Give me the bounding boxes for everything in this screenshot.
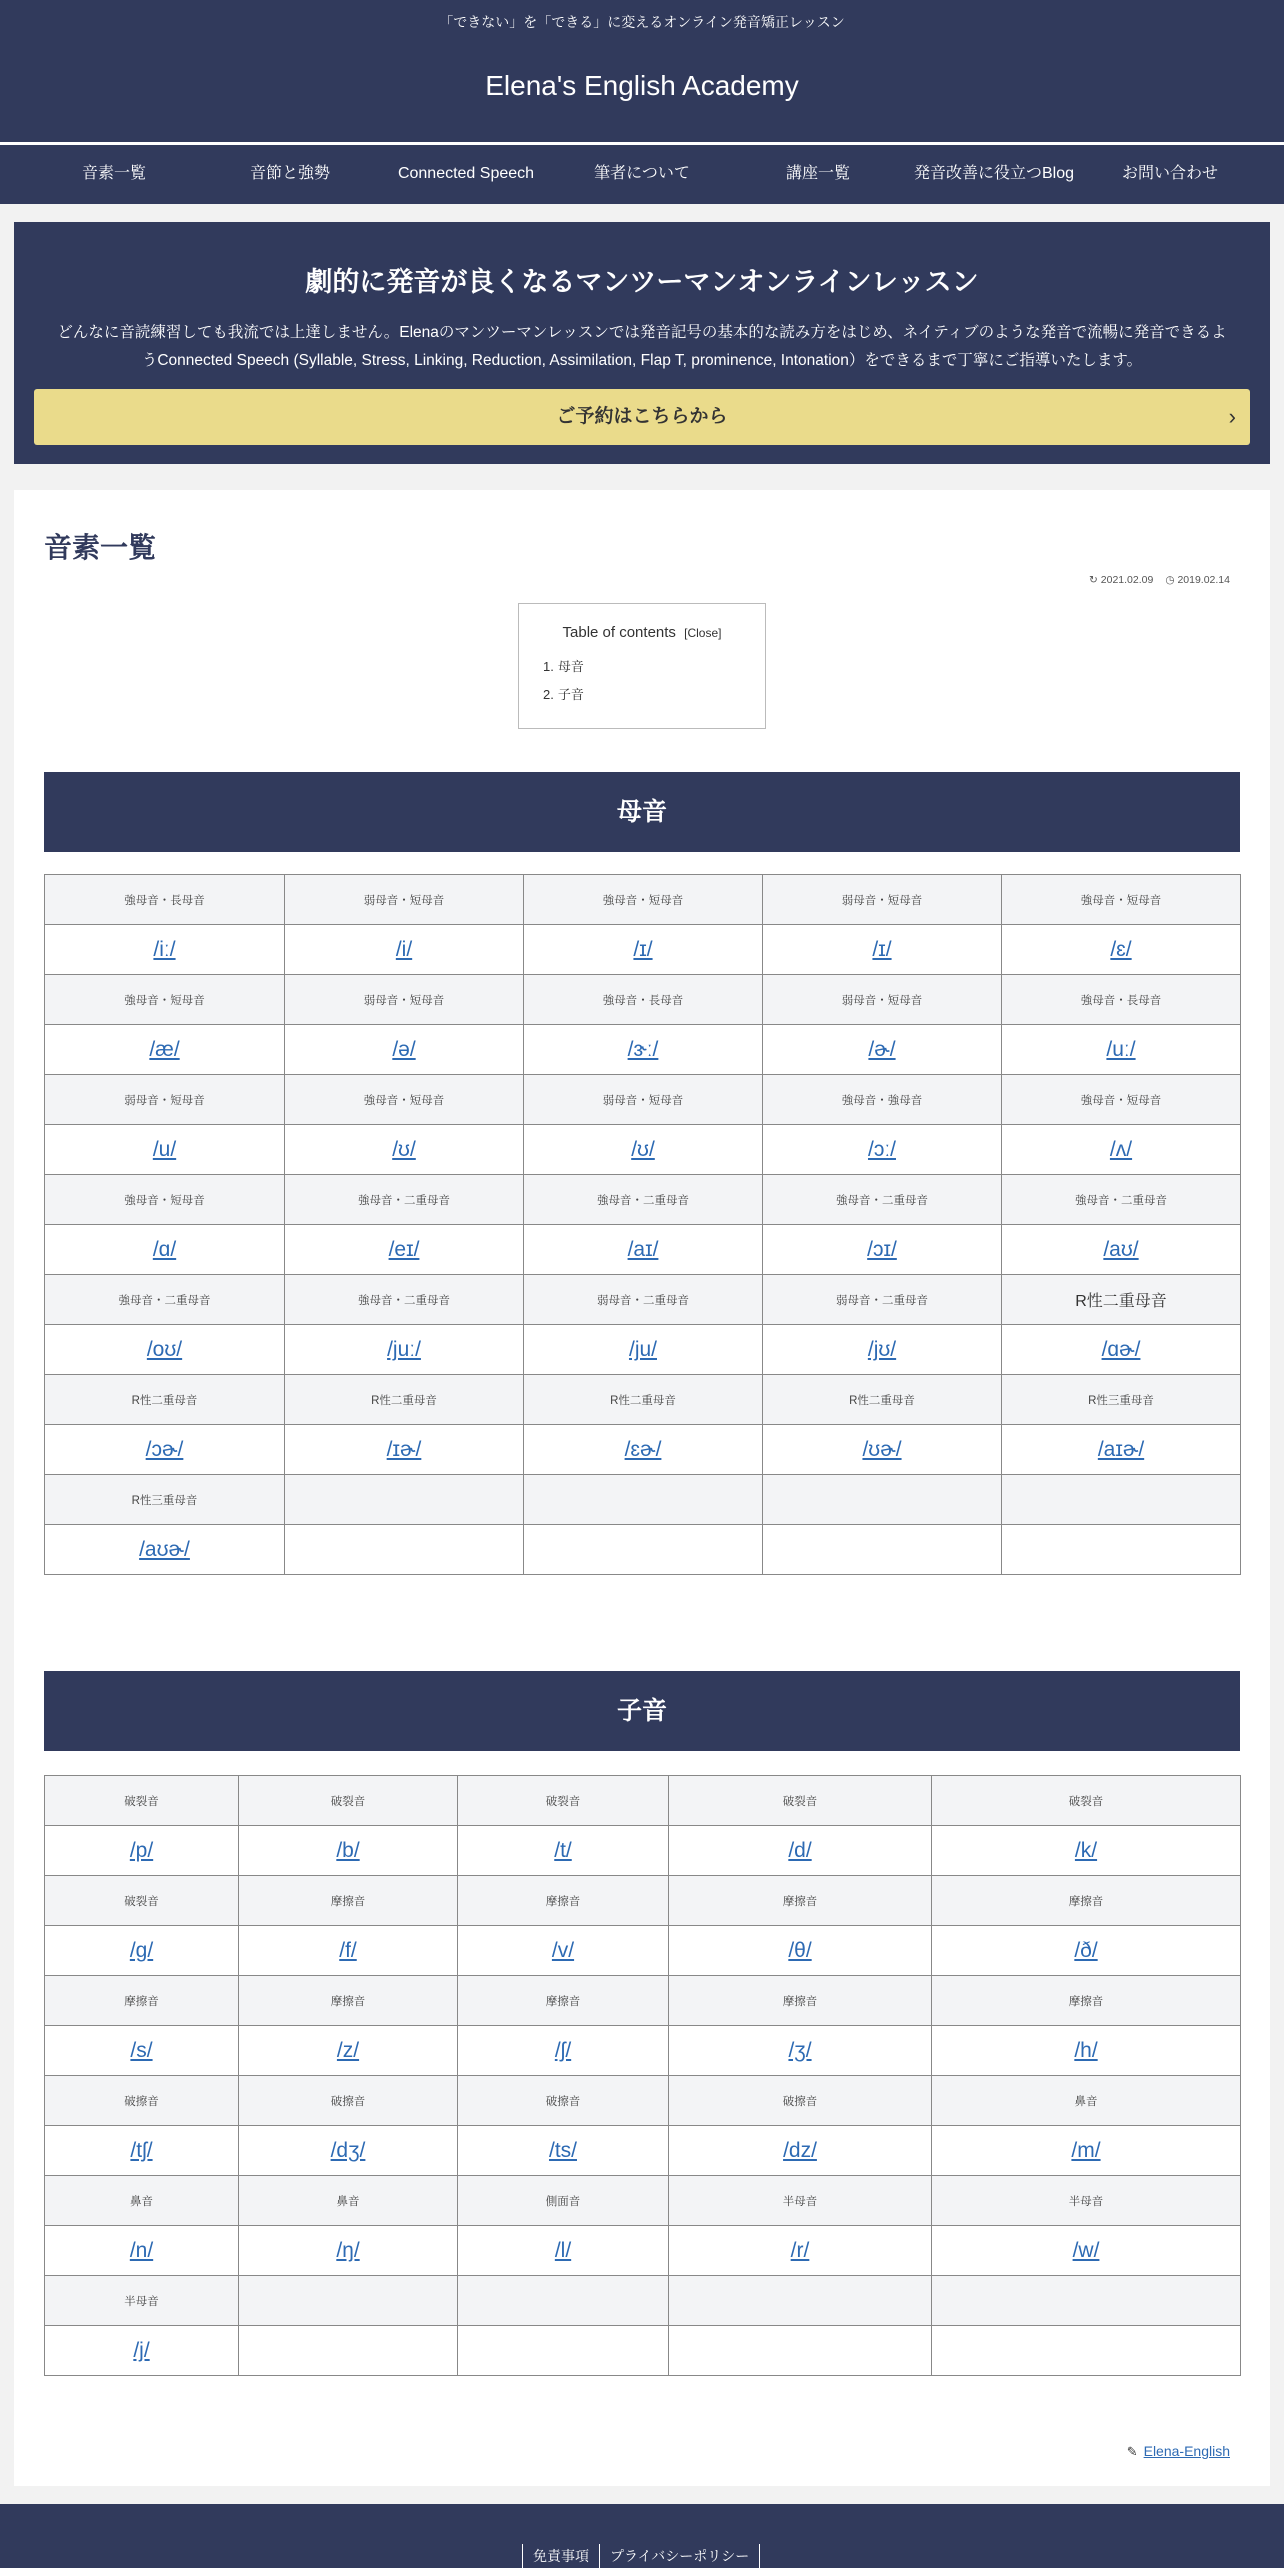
phoneme-link[interactable]: /v/ xyxy=(551,1938,575,1962)
phoneme-link[interactable]: /j/ xyxy=(133,2338,150,2362)
phoneme-link[interactable]: /oʊ/ xyxy=(146,1337,183,1361)
phoneme-link[interactable]: /ʃ/ xyxy=(554,2038,572,2062)
phoneme-link[interactable]: /f/ xyxy=(339,1938,357,1962)
phoneme-type-label: 強母音・長母音 xyxy=(524,975,763,1025)
page-title: 音素一覧 xyxy=(44,532,157,563)
phoneme-link[interactable]: /ɝː/ xyxy=(627,1037,659,1061)
site-header xyxy=(0,0,1284,142)
phoneme-type-label xyxy=(239,2276,458,2326)
phoneme-cell xyxy=(669,1926,932,1976)
phoneme-type-label: 摩擦音 xyxy=(932,1976,1241,2026)
phoneme-label-row xyxy=(45,2276,1241,2326)
phoneme-link[interactable]: /aɪɚ/ xyxy=(1097,1437,1145,1461)
reservation-button-label: ご予約はこちらから xyxy=(556,406,728,427)
phoneme-type-label: 弱母音・短母音 xyxy=(524,1075,763,1125)
phoneme-symbol-row xyxy=(45,1225,1241,1275)
toc-link-consonants[interactable]: 子音 xyxy=(557,687,584,702)
phoneme-label-row xyxy=(45,975,1241,1025)
phoneme-type-label: 摩擦音 xyxy=(669,1876,932,1926)
phoneme-type-label: 弱母音・短母音 xyxy=(285,975,524,1025)
phoneme-cell xyxy=(239,2126,458,2176)
phoneme-cell xyxy=(458,2126,669,2176)
phoneme-type-label: 破裂音 xyxy=(45,1776,239,1826)
phoneme-link[interactable]: /aʊɚ/ xyxy=(139,1537,190,1561)
phoneme-type-label: 強母音・二重母音 xyxy=(524,1175,763,1225)
phoneme-link[interactable]: /ɛɚ/ xyxy=(624,1437,662,1461)
phoneme-type-label: 強母音・長母音 xyxy=(1002,975,1241,1025)
phoneme-link[interactable]: /t/ xyxy=(554,1838,572,1862)
phoneme-cell xyxy=(524,1325,763,1375)
phoneme-cell xyxy=(1002,1325,1241,1375)
phoneme-link[interactable]: /dʒ/ xyxy=(330,2138,366,2162)
phoneme-cell xyxy=(669,2326,932,2376)
phoneme-link[interactable]: /ɚ/ xyxy=(868,1037,896,1061)
phoneme-cell xyxy=(932,1826,1241,1876)
phoneme-cell xyxy=(45,1425,285,1475)
phoneme-link[interactable]: /ə/ xyxy=(392,1037,416,1061)
phoneme-cell xyxy=(524,1225,763,1275)
phoneme-cell xyxy=(458,1926,669,1976)
phoneme-type-label: 強母音・長母音 xyxy=(45,875,285,925)
phoneme-type-label: 摩擦音 xyxy=(458,1876,669,1926)
phoneme-label-row xyxy=(45,1175,1241,1225)
phoneme-cell xyxy=(763,1025,1002,1075)
main-content xyxy=(14,490,1270,2486)
nav-item-blog[interactable]: 発音改善に役立つBlog xyxy=(913,165,1075,182)
phoneme-type-label: R性三重母音 xyxy=(1002,1375,1241,1425)
phoneme-link[interactable]: /u/ xyxy=(152,1137,177,1161)
phoneme-cell xyxy=(239,2326,458,2376)
phoneme-cell xyxy=(45,1225,285,1275)
phoneme-link[interactable]: /ɛ/ xyxy=(1110,937,1132,961)
footer-link-disclaimer[interactable]: 免責事項 xyxy=(522,2544,599,2568)
phoneme-type-label: 側面音 xyxy=(458,2176,669,2226)
phoneme-type-label: 破裂音 xyxy=(669,1776,932,1826)
phoneme-cell xyxy=(763,1425,1002,1475)
phoneme-type-label xyxy=(1002,1475,1241,1525)
phoneme-cell xyxy=(45,2226,239,2276)
toc-list xyxy=(543,653,765,709)
phoneme-link[interactable]: /ɑ/ xyxy=(152,1237,177,1261)
phoneme-type-label xyxy=(763,1475,1002,1525)
phoneme-link[interactable]: /ʒ/ xyxy=(788,2038,812,2062)
phoneme-symbol-row xyxy=(45,1826,1241,1876)
phoneme-type-label xyxy=(458,2276,669,2326)
phoneme-cell xyxy=(285,1425,524,1475)
phoneme-type-label: 破擦音 xyxy=(669,2076,932,2126)
phoneme-type-label: 強母音・二重母音 xyxy=(45,1275,285,1325)
phoneme-cell xyxy=(763,1225,1002,1275)
phoneme-link[interactable]: /eɪ/ xyxy=(388,1237,420,1261)
phoneme-type-label: 弱母音・短母音 xyxy=(763,875,1002,925)
phoneme-type-label xyxy=(524,1475,763,1525)
phoneme-type-label: 破擦音 xyxy=(458,2076,669,2126)
phoneme-link[interactable]: /n/ xyxy=(129,2238,154,2262)
phoneme-type-label: 弱母音・二重母音 xyxy=(524,1275,763,1325)
phoneme-link[interactable]: /l/ xyxy=(554,2238,572,2262)
phoneme-cell xyxy=(458,2026,669,2076)
footer-link-privacy-policy[interactable]: プライバシーポリシー xyxy=(599,2544,760,2568)
phoneme-link[interactable]: /k/ xyxy=(1074,1838,1098,1862)
clock-icon: ◷ xyxy=(1165,574,1175,586)
phoneme-cell xyxy=(45,1826,239,1876)
phoneme-link[interactable]: /dz/ xyxy=(783,2138,817,2162)
phoneme-cell xyxy=(524,1125,763,1175)
phoneme-link[interactable]: /aʊ/ xyxy=(1103,1237,1139,1261)
phoneme-link[interactable]: /b/ xyxy=(336,1838,360,1862)
banner-text-line: どんなに音読練習しても我流では上達しません。Elenaのマンツーマンレッスンでは発音記号の基本的な読み方をはじめ、ネイティブのような発音で流暢に発音できるよ xyxy=(57,324,1227,341)
phoneme-cell xyxy=(239,1926,458,1976)
phoneme-type-label: R性二重母音 xyxy=(524,1375,763,1425)
phoneme-cell xyxy=(669,2026,932,2076)
published-date: ◷ 2019.02.14 xyxy=(1165,574,1230,586)
phoneme-link[interactable]: /p/ xyxy=(129,1838,154,1862)
phoneme-symbol-row xyxy=(45,2326,1241,2376)
vowels-heading: 母音 xyxy=(44,772,1240,852)
banner-text-line: うConnected Speech (Syllable, Stress, Linking, Reduction, Assimilation, Flap T, prominence, Intonation）をできるまで丁寧にご指導いたします。 xyxy=(141,352,1143,369)
phoneme-cell xyxy=(524,925,763,975)
phoneme-cell xyxy=(1002,1025,1241,1075)
phoneme-cell xyxy=(45,2026,239,2076)
phoneme-label-row xyxy=(45,875,1241,925)
phoneme-cell xyxy=(458,2226,669,2276)
phoneme-symbol-row xyxy=(45,2126,1241,2176)
phoneme-type-label: 鼻音 xyxy=(45,2176,239,2226)
phoneme-cell xyxy=(932,2326,1241,2376)
phoneme-type-label: R性二重母音 xyxy=(1002,1275,1241,1325)
phoneme-type-label xyxy=(669,2276,932,2326)
main-nav xyxy=(0,145,1284,204)
phoneme-type-label: 摩擦音 xyxy=(932,1876,1241,1926)
phoneme-label-row xyxy=(45,1075,1241,1125)
phoneme-link[interactable]: /h/ xyxy=(1074,2038,1098,2062)
lesson-banner xyxy=(14,222,1270,464)
phoneme-type-label: 強母音・短母音 xyxy=(285,1075,524,1125)
nav-item-syllable-stress[interactable]: 音節と強勢 xyxy=(249,165,330,182)
phoneme-cell xyxy=(1002,925,1241,975)
phoneme-link[interactable]: /r/ xyxy=(790,2238,810,2262)
phoneme-cell xyxy=(45,1025,285,1075)
phoneme-symbol-row xyxy=(45,1025,1241,1075)
phoneme-link[interactable]: /ŋ/ xyxy=(336,2238,360,2262)
phoneme-cell xyxy=(932,2126,1241,2176)
phoneme-type-label: 強母音・強母音 xyxy=(763,1075,1002,1125)
vowels-table xyxy=(44,874,1241,1575)
refresh-icon: ↻ xyxy=(1089,574,1098,586)
phoneme-type-label: 強母音・短母音 xyxy=(45,1175,285,1225)
phoneme-link[interactable]: /ʊ/ xyxy=(392,1137,416,1161)
phoneme-type-label: R性二重母音 xyxy=(285,1375,524,1425)
author-link[interactable]: Elena-English xyxy=(1143,2443,1230,2459)
footer-links xyxy=(522,2544,760,2568)
phoneme-link[interactable]: /ɪ/ xyxy=(872,937,892,961)
phoneme-symbol-row xyxy=(45,2026,1241,2076)
phoneme-link[interactable]: /d/ xyxy=(788,1838,812,1862)
phoneme-cell xyxy=(763,925,1002,975)
phoneme-link[interactable]: /θ/ xyxy=(788,1938,812,1962)
phoneme-cell xyxy=(1002,1125,1241,1175)
phoneme-label-row xyxy=(45,1776,1241,1826)
phoneme-type-label: 摩擦音 xyxy=(239,1976,458,2026)
phoneme-link[interactable]: /ɔː/ xyxy=(867,1137,896,1161)
phoneme-type-label: 強母音・二重母音 xyxy=(763,1175,1002,1225)
toc-title: Table of contents xyxy=(562,624,676,641)
phoneme-symbol-row xyxy=(45,1325,1241,1375)
phoneme-cell xyxy=(763,1125,1002,1175)
nav-item-contact[interactable]: お問い合わせ xyxy=(1121,165,1218,182)
phoneme-cell xyxy=(458,2326,669,2376)
phoneme-link[interactable]: /ɪ/ xyxy=(633,937,653,961)
phoneme-link[interactable]: /g/ xyxy=(129,1938,154,1962)
phoneme-link[interactable]: /ts/ xyxy=(548,2138,577,2162)
phoneme-cell xyxy=(932,1926,1241,1976)
phoneme-link[interactable]: /z/ xyxy=(336,2038,360,2062)
phoneme-link[interactable]: /ʊ/ xyxy=(631,1137,655,1161)
phoneme-symbol-row xyxy=(45,925,1241,975)
phoneme-link[interactable]: /jʊ/ xyxy=(867,1337,897,1361)
phoneme-cell xyxy=(1002,1225,1241,1275)
phoneme-link[interactable]: /juː/ xyxy=(387,1337,421,1361)
nav-item-courses[interactable]: 講座一覧 xyxy=(785,165,850,182)
phoneme-type-label: 破裂音 xyxy=(932,1776,1241,1826)
phoneme-type-label: 強母音・短母音 xyxy=(45,975,285,1025)
phoneme-type-label: 半母音 xyxy=(669,2176,932,2226)
phoneme-type-label xyxy=(285,1475,524,1525)
phoneme-link[interactable]: /aɪ/ xyxy=(627,1237,659,1261)
phoneme-cell xyxy=(45,925,285,975)
phoneme-type-label: 半母音 xyxy=(932,2176,1241,2226)
reservation-button[interactable] xyxy=(34,389,1250,445)
phoneme-type-label xyxy=(932,2276,1241,2326)
phoneme-cell xyxy=(285,1325,524,1375)
site-tagline: 「できない」を「できる」に変えるオンライン発音矯正レッスン xyxy=(439,14,845,30)
phoneme-type-label: 破裂音 xyxy=(239,1776,458,1826)
phoneme-type-label: 摩擦音 xyxy=(458,1976,669,2026)
phoneme-type-label: 鼻音 xyxy=(239,2176,458,2226)
site-title[interactable]: Elena's English Academy xyxy=(485,70,799,101)
phoneme-type-label: R性二重母音 xyxy=(763,1375,1002,1425)
phoneme-cell xyxy=(45,2326,239,2376)
phoneme-type-label: 摩擦音 xyxy=(45,1976,239,2026)
consonants-table xyxy=(44,1775,1241,2376)
banner-title: 劇的に発音が良くなるマンツーマンオンラインレッスン xyxy=(305,267,979,297)
phoneme-cell xyxy=(239,2026,458,2076)
phoneme-cell xyxy=(669,2126,932,2176)
phoneme-type-label: 破擦音 xyxy=(239,2076,458,2126)
phoneme-cell xyxy=(524,1025,763,1075)
phoneme-symbol-row xyxy=(45,1425,1241,1475)
phoneme-link[interactable]: /ʌ/ xyxy=(1109,1137,1133,1161)
phoneme-label-row xyxy=(45,1876,1241,1926)
phoneme-link[interactable]: /iː/ xyxy=(153,937,176,961)
phoneme-cell xyxy=(239,2226,458,2276)
phoneme-symbol-row xyxy=(45,1525,1241,1575)
phoneme-type-label: R性二重母音 xyxy=(45,1375,285,1425)
phoneme-type-label: 強母音・短母音 xyxy=(524,875,763,925)
phoneme-type-label: R性三重母音 xyxy=(45,1475,285,1525)
post-dates xyxy=(1089,574,1230,586)
pencil-icon: ✎ xyxy=(1126,2444,1138,2459)
phoneme-type-label: 破裂音 xyxy=(45,1876,239,1926)
phoneme-label-row xyxy=(45,2076,1241,2126)
nav-item-connected-speech[interactable]: Connected Speech xyxy=(397,165,535,182)
phoneme-cell xyxy=(285,1025,524,1075)
phoneme-cell xyxy=(669,2226,932,2276)
phoneme-link[interactable]: /tʃ/ xyxy=(130,2138,153,2162)
toc-header xyxy=(519,624,765,641)
phoneme-type-label: 強母音・二重母音 xyxy=(1002,1175,1241,1225)
table-of-contents xyxy=(518,603,766,729)
phoneme-link[interactable]: /ɔɚ/ xyxy=(145,1437,184,1461)
phoneme-type-label: 弱母音・二重母音 xyxy=(763,1275,1002,1325)
phoneme-link[interactable]: /ɪɚ/ xyxy=(386,1437,422,1461)
phoneme-type-label: 弱母音・短母音 xyxy=(285,875,524,925)
phoneme-type-label: 強母音・二重母音 xyxy=(285,1275,524,1325)
phoneme-cell xyxy=(285,1125,524,1175)
phoneme-cell xyxy=(524,1425,763,1475)
updated-date: ↻ 2021.02.09 xyxy=(1089,574,1154,586)
phoneme-cell xyxy=(1002,1525,1241,1575)
phoneme-link[interactable]: /ɑɚ/ xyxy=(1101,1337,1141,1361)
phoneme-link[interactable]: /ɔɪ/ xyxy=(867,1237,897,1261)
chevron-right-icon: › xyxy=(1228,404,1236,429)
phoneme-type-label: 強母音・二重母音 xyxy=(285,1175,524,1225)
phoneme-cell xyxy=(458,1826,669,1876)
phoneme-link[interactable]: /ʊɚ/ xyxy=(862,1437,902,1461)
phoneme-cell xyxy=(45,1525,285,1575)
banner-description xyxy=(32,319,1252,375)
phoneme-cell xyxy=(932,2026,1241,2076)
author-credit xyxy=(1127,2443,1230,2460)
phoneme-link[interactable]: /m/ xyxy=(1071,2138,1101,2162)
phoneme-type-label: 弱母音・短母音 xyxy=(763,975,1002,1025)
phoneme-link[interactable]: /ju/ xyxy=(628,1337,657,1361)
phoneme-type-label: 弱母音・短母音 xyxy=(45,1075,285,1125)
phoneme-link[interactable]: /æ/ xyxy=(149,1037,180,1061)
consonants-heading: 子音 xyxy=(44,1671,1240,1751)
phoneme-type-label: 半母音 xyxy=(45,2276,239,2326)
phoneme-cell xyxy=(45,1325,285,1375)
phoneme-link[interactable]: /ð/ xyxy=(1074,1938,1098,1962)
phoneme-type-label: 強母音・短母音 xyxy=(1002,1075,1241,1125)
phoneme-cell xyxy=(669,1826,932,1876)
phoneme-symbol-row xyxy=(45,1125,1241,1175)
toc-item: 1. 母音 xyxy=(543,659,584,674)
phoneme-cell xyxy=(45,2126,239,2176)
phoneme-type-label: 強母音・短母音 xyxy=(1002,875,1241,925)
phoneme-link[interactable]: /s/ xyxy=(130,2038,153,2062)
toc-item: 2. 子音 xyxy=(543,687,584,702)
phoneme-cell xyxy=(763,1325,1002,1375)
phoneme-label-row xyxy=(45,1976,1241,2026)
phoneme-label-row xyxy=(45,1475,1241,1525)
phoneme-label-row xyxy=(45,2176,1241,2226)
nav-item-about-author[interactable]: 筆者について xyxy=(594,165,690,182)
phoneme-cell xyxy=(524,1525,763,1575)
phoneme-cell xyxy=(1002,1425,1241,1475)
nav-item-phonemes[interactable]: 音素一覧 xyxy=(81,165,146,182)
phoneme-label-row xyxy=(45,1375,1241,1425)
toc-close-toggle[interactable]: [Close] xyxy=(684,626,722,640)
phoneme-type-label: 鼻音 xyxy=(932,2076,1241,2126)
phoneme-link[interactable]: /w/ xyxy=(1072,2238,1100,2262)
toc-link-vowels[interactable]: 母音 xyxy=(557,659,584,674)
phoneme-cell xyxy=(45,1125,285,1175)
phoneme-type-label: 破擦音 xyxy=(45,2076,239,2126)
phoneme-type-label: 摩擦音 xyxy=(239,1876,458,1926)
phoneme-cell xyxy=(285,1225,524,1275)
site-footer xyxy=(0,2504,1284,2568)
phoneme-cell xyxy=(285,1525,524,1575)
phoneme-cell xyxy=(239,1826,458,1876)
phoneme-cell xyxy=(285,925,524,975)
phoneme-cell xyxy=(45,1926,239,1976)
phoneme-type-label: 摩擦音 xyxy=(669,1976,932,2026)
phoneme-link[interactable]: /i/ xyxy=(395,937,413,961)
phoneme-link[interactable]: /uː/ xyxy=(1106,1037,1136,1061)
phoneme-label-row xyxy=(45,1275,1241,1325)
phoneme-cell xyxy=(763,1525,1002,1575)
phoneme-type-label: 破裂音 xyxy=(458,1776,669,1826)
phoneme-symbol-row xyxy=(45,1926,1241,1976)
phoneme-symbol-row xyxy=(45,2226,1241,2276)
phoneme-cell xyxy=(932,2226,1241,2276)
